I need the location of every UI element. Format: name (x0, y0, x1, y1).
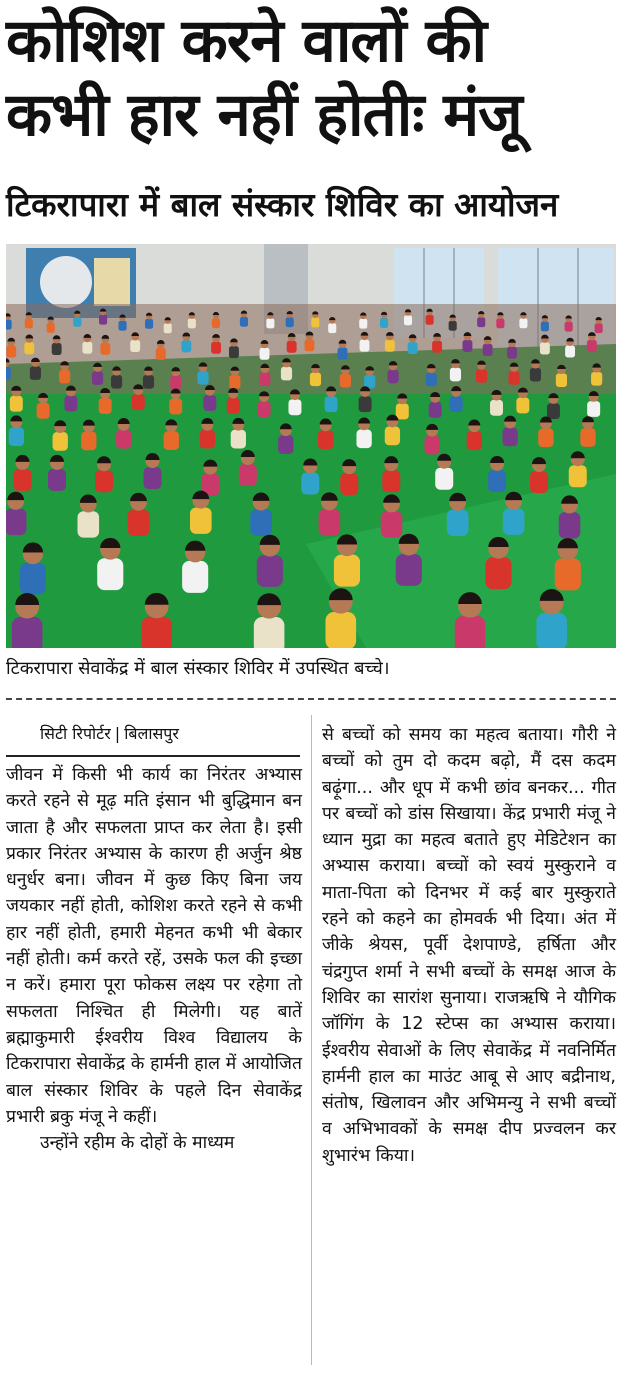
article-paragraph-1: जीवन में किसी भी कार्य का निरंतर अभ्यास करते रहने से मूढ़ मति इंसान भी बुद्धिमान बन जाता है और सफलता प्राप्त कर लेता है। इसी प्रकार निरंतर अभ्यास के कारण ही अर्जुन श्रेष्ठ धनुर्धर बना। जीवन में कुछ किए बिना जय जयकार नहीं होती, कोशिश करते रहने से कभी हार नहीं होती, हमारी मेहनत कभी भी बेकार नहीं होती। कर्म करते रहें, उसके फल की इच्छा न करें। हमारा पूरा फोकस लक्ष्य पर रहेगा तो सफलता निश्चित ही मिलेगी। यह बातें ब्रह्माकुमारी ईश्वरीय विश्व विद्यालय के टिकरापारा सेवाकेंद्र के हार्मनी हाल में आयोजित बाल संस्कार शिविर के पहले दिन सेवाकेंद्र प्रभारी ब्रकु मंजू ने कहीं। (6, 765, 302, 1127)
child-figure (188, 318, 196, 328)
child-figure (381, 511, 403, 537)
child-figure (64, 396, 77, 412)
byline-reporter: सिटी रिपोर्टर (40, 724, 111, 743)
child-figure (591, 372, 602, 386)
child-figure (257, 555, 283, 587)
child-figure (449, 321, 457, 331)
child-figure (565, 322, 573, 332)
child-figure (483, 344, 493, 356)
byline-location: बिलासपुर (124, 724, 179, 743)
child-figure (326, 612, 357, 648)
child-figure (200, 430, 215, 449)
child-figure (424, 436, 439, 455)
child-figure (286, 317, 294, 327)
child-figure (556, 373, 567, 387)
child-figure (569, 465, 587, 487)
child-figure (356, 429, 371, 448)
child-figure (278, 435, 293, 454)
child-figure (547, 403, 560, 419)
child-figure (212, 318, 220, 328)
child-figure (496, 318, 504, 328)
child-figure (116, 430, 131, 449)
child-figure (231, 430, 246, 449)
child-figure (503, 509, 525, 535)
child-figure (130, 340, 140, 352)
child-figure (144, 467, 162, 489)
child-figure (6, 509, 26, 535)
child-figure (508, 371, 519, 385)
child-figure (260, 348, 270, 360)
byline-rule (6, 755, 300, 757)
child-figure (396, 554, 422, 586)
child-figure (565, 345, 575, 357)
child-figure (455, 616, 486, 648)
child-figure (507, 347, 517, 359)
child-figure (580, 428, 595, 447)
child-figure (156, 348, 166, 360)
child-figure (287, 341, 297, 353)
subheadline: टिकरापारा में बाल संस्कार शिविर का आयोजन (6, 185, 559, 224)
child-figure (404, 315, 412, 325)
child-figure (380, 318, 388, 328)
child-figure (99, 398, 112, 414)
child-figure (301, 472, 319, 494)
article-paragraph-2-start: उन्होंने रहीम के दोहों के माध्यम (40, 1133, 235, 1154)
child-figure (477, 317, 485, 327)
child-figure (52, 343, 62, 355)
child-figure (99, 315, 107, 325)
child-figure (211, 342, 221, 354)
headline-line-1: कोशिश करने वालों की (6, 6, 487, 76)
child-figure (519, 318, 527, 328)
photo-caption: टिकरापारा सेवाकेंद्र में बाल संस्कार शिविर में उपस्थित बच्चे। (6, 658, 390, 679)
child-figure (467, 431, 482, 450)
child-figure (382, 470, 400, 492)
child-figure (47, 323, 55, 333)
child-figure (530, 471, 548, 493)
child-figure (77, 511, 99, 537)
child-figure (429, 402, 442, 418)
child-figure (432, 341, 442, 353)
child-figure (229, 346, 239, 358)
child-figure (587, 401, 600, 417)
child-figure (408, 342, 418, 354)
child-figure (559, 512, 581, 538)
child-figure (450, 368, 461, 382)
child-figure (463, 340, 473, 352)
child-figure (426, 315, 434, 325)
child-figure (97, 558, 123, 590)
child-figure (595, 323, 603, 333)
child-figure (530, 368, 541, 382)
child-figure (555, 558, 581, 590)
child-figure (281, 367, 292, 381)
child-figure (24, 342, 34, 354)
child-figure (53, 432, 68, 451)
child-figure (182, 561, 208, 593)
child-figure (227, 398, 240, 414)
child-figure (59, 370, 70, 384)
child-figure (328, 323, 336, 333)
child-figure (203, 395, 216, 411)
child-figure (485, 557, 511, 589)
child-figure (490, 400, 503, 416)
column-divider (311, 715, 312, 1365)
child-figure (82, 342, 92, 354)
child-figure (73, 317, 81, 327)
child-figure (240, 317, 248, 327)
child-figure (288, 399, 301, 415)
child-figure (587, 340, 597, 352)
child-figure (164, 323, 172, 333)
child-figure (338, 347, 348, 359)
child-figure (340, 473, 358, 495)
child-figure (359, 319, 367, 329)
child-figure (190, 507, 212, 533)
article-paragraph-2-continued: से बच्चों को समय का महत्व बताया। गौरी ने बच्चों को तुम दो कदम बढ़ो, मैं दस कदम बढ़ूंगा... और धूप में कभी छांव बनकर... गीत पर बच्चों को डांस सिखाया। केंद्र प्रभारी मंजू ने ध्यान मुद्रा का महत्व बताते हुए मेडिटेशन का अभ्यास कराया। बच्चों को स्वयं मुस्कुराने व माता-पिता को दिनभर में कई बार मुस्कुराते रहने को कहने का होमवर्क भी दिया। अंत में जीके श्रेयस, पूर्वी देशपाण्डे, हर्षिता और चंद्रगुप्त शर्मा ने सभी बच्चों के समक्ष आज के शिविर का सारांश सुनाया। राजऋषि ने यौगिक जॉगिंग के 12 स्टेप्स का अभ्यास कराया। ईश्वरीय सेवाओं के लिए सेवाकेंद्र में नवनिर्मित हार्मनी हाल का माउंट आबू से आए बद्रीनाथ, संतोष, खिलावन और अभिमन्यु ने सभी बच्चों व अभिभावकों के समक्ष दीप प्रज्वलन कर शुभारंभ किया। (322, 725, 616, 1166)
child-figure (100, 343, 110, 355)
child-figure (334, 555, 360, 587)
child-figure (111, 375, 122, 389)
child-figure (396, 403, 409, 419)
child-figure (197, 371, 208, 385)
child-figure (450, 396, 463, 412)
child-figure (143, 375, 154, 389)
child-figure (254, 617, 285, 648)
child-figure (132, 394, 145, 410)
child-figure (6, 320, 12, 330)
child-figure (311, 318, 319, 328)
headline (6, 4, 616, 152)
child-figure (81, 432, 96, 451)
child-figure (385, 340, 395, 352)
child-figure (447, 510, 469, 536)
child-figure (488, 470, 506, 492)
child-figure (502, 428, 517, 447)
child-figure (266, 318, 274, 328)
child-figure (37, 403, 50, 419)
child-figure (6, 367, 11, 381)
child-figure (536, 613, 567, 648)
caption-separator (6, 698, 616, 700)
child-figure (169, 399, 182, 415)
child-figure (181, 340, 191, 352)
headline-line-2: कभी हार नहीं होतीः मंजू (6, 80, 522, 150)
child-figure (318, 430, 333, 449)
child-figure (259, 372, 270, 386)
child-figure (540, 342, 550, 354)
child-figure (305, 339, 315, 351)
news-photo (6, 244, 616, 648)
child-figure (541, 321, 549, 331)
child-figure (48, 469, 66, 491)
child-figure (387, 370, 398, 384)
article-column-right (322, 722, 616, 1169)
child-figure (516, 398, 529, 414)
child-figure (30, 366, 41, 380)
child-figure (20, 563, 46, 595)
child-figure (258, 401, 271, 417)
child-figure (6, 345, 16, 357)
child-figure (164, 431, 179, 450)
children-camp-photo (6, 244, 616, 648)
child-figure (10, 396, 23, 412)
child-figure (239, 464, 257, 486)
child-figure (95, 470, 113, 492)
child-figure (426, 373, 437, 387)
child-figure (145, 319, 153, 329)
child-figure (340, 374, 351, 388)
child-figure (360, 340, 370, 352)
child-figure (141, 617, 172, 648)
child-figure (310, 373, 321, 387)
child-figure (170, 376, 181, 390)
child-figure (476, 369, 487, 383)
child-figure (319, 509, 341, 535)
byline-separator: | (114, 724, 121, 743)
child-figure (128, 510, 150, 536)
child-figure (538, 428, 553, 447)
child-figure (119, 321, 127, 331)
child-figure (385, 427, 400, 446)
child-figure (229, 375, 240, 389)
child-figure (9, 427, 24, 446)
article-column-left (6, 762, 302, 1156)
child-figure (325, 396, 338, 412)
child-figure (359, 396, 372, 412)
child-figure (13, 469, 31, 491)
child-figure (435, 468, 453, 490)
child-figure (12, 617, 43, 648)
byline (40, 722, 300, 746)
child-figure (92, 371, 103, 385)
child-figure (25, 318, 33, 328)
child-figure (250, 509, 272, 535)
